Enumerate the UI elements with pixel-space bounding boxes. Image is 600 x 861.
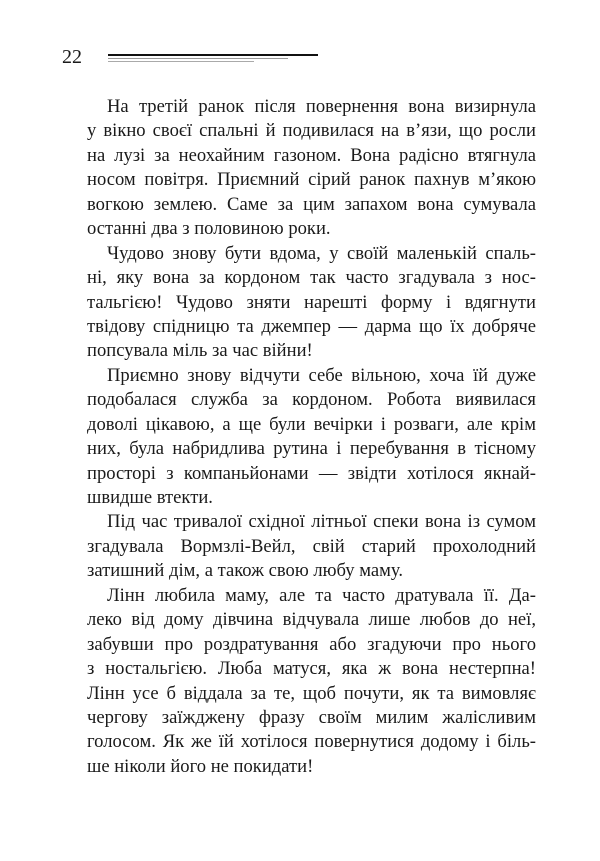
- text-line: затишний дім, а також свою любу маму.: [87, 560, 403, 582]
- text-line: у вікно своєї спальні й подивилася на в’язи, що росли: [87, 120, 536, 142]
- paragraph: [87, 510, 536, 583]
- page-number: 22: [62, 46, 82, 68]
- text-line: тальгією! Чудово зняти нарешті форму і вдягнути: [87, 291, 536, 313]
- header-rule-tertiary: [108, 61, 254, 62]
- text-line: Чудово знову бути вдома, у своїй маленькій спаль-: [107, 242, 536, 264]
- text-line: голосом. Як же їй хотілося повернутися додому і біль-: [87, 731, 536, 753]
- text-line: них, була набридлива рутина і перебування в тісному: [87, 438, 536, 460]
- text-line: подобалася служба за кордоном. Робота виявилася: [87, 389, 536, 411]
- text-line: швидше втекти.: [87, 487, 213, 508]
- text-line: останні два з половиною роки.: [87, 218, 331, 240]
- text-line: Під час тривалої східної літньої спеки вона із сумом: [107, 511, 536, 533]
- text-line: носом повітря. Приємний сірий ранок пахнув м’якою: [87, 169, 536, 191]
- header-rule: [108, 54, 318, 56]
- text-line: чергову заїжджену фразу своїм милим жалісливим: [87, 706, 536, 728]
- text-line: на лузі за неохайним газоном. Вона радісно втягнула: [87, 144, 536, 166]
- header-rule-secondary: [108, 58, 288, 59]
- paragraph: [87, 584, 536, 780]
- text-line: доволі цікавою, а ще були вечірки і розваги, але крім: [87, 413, 536, 435]
- text-line: твідову спідницю та джемпер — дарма що їх добряче: [87, 315, 536, 337]
- text-line: Лінн усе б віддала за те, щоб почути, як та вимовляє: [87, 682, 536, 704]
- text-line: ні, яку вона за кордоном так часто згадувала з нос-: [87, 267, 536, 289]
- text-line: попсувала міль за час війни!: [87, 340, 313, 362]
- body-text: [87, 95, 536, 779]
- text-line: Лінн любила маму, але та часто дратувала її. Да-: [107, 584, 536, 606]
- text-line: леко від дому дівчина відчувала лише любов до неї,: [87, 609, 536, 631]
- text-line: Приємно знову відчути себе вільною, хоча їй дуже: [107, 364, 536, 386]
- text-line: просторі з компаньйонами — звідти хотілося якнай-: [87, 462, 536, 484]
- paragraph: [87, 364, 536, 511]
- paragraph: [87, 95, 536, 242]
- text-line: ше ніколи його не покидати!: [87, 755, 314, 777]
- text-line: згадувала Вормзлі-Вейл, свій старий прохолодний: [87, 535, 536, 557]
- text-line: На третій ранок після повернення вона визирнула: [107, 96, 536, 117]
- text-line: з ностальгією. Люба матуся, яка ж вона нестерпна!: [87, 658, 536, 680]
- paragraph: [87, 242, 536, 364]
- text-line: вогкою землею. Саме за цим запахом вона сумувала: [87, 193, 536, 215]
- text-line: забувши про роздратування або згадуючи про нього: [87, 633, 536, 655]
